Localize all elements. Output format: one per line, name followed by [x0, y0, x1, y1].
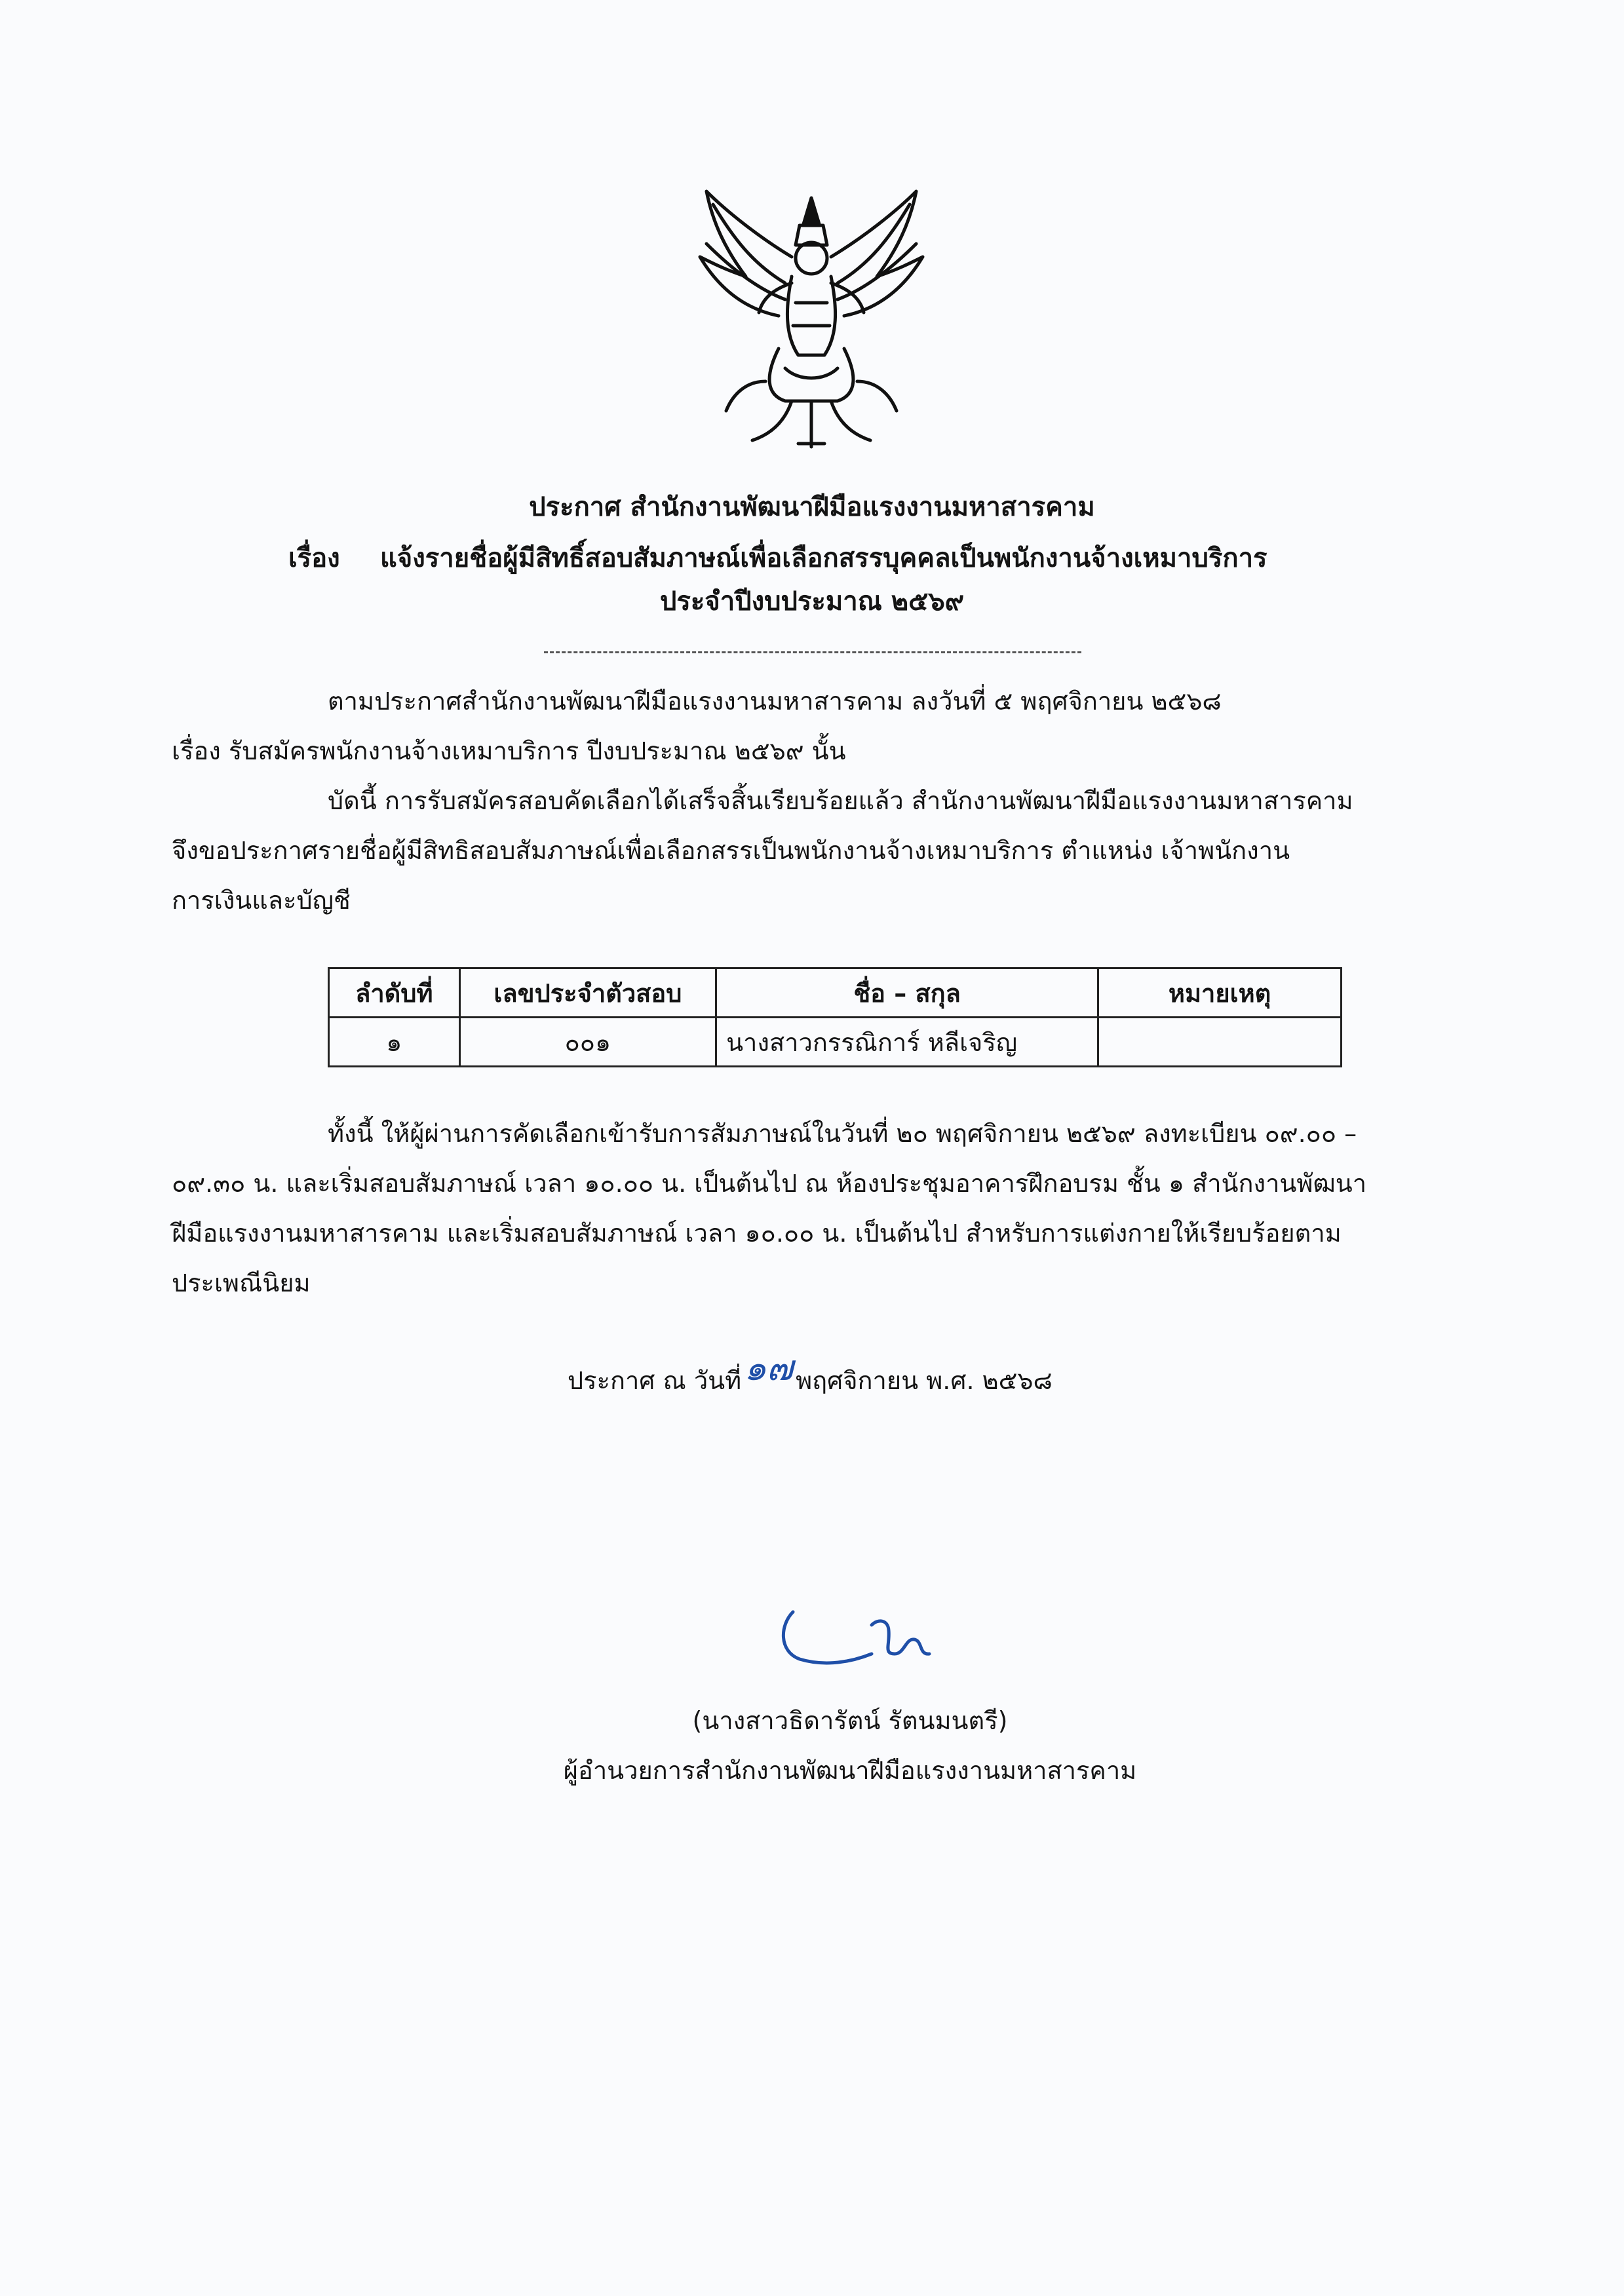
- column-header-name: ชื่อ – สกุล: [716, 968, 1098, 1018]
- cell-order: ๑: [329, 1018, 460, 1067]
- paragraph-3-line-1: ทั้งนี้ ให้ผู้ผ่านการคัดเลือกเข้ารับการสัมภาษณ์ในวันที่ ๒๐ พฤศจิกายน ๒๕๖๙ ลงทะเบียน ๐๙.๐๐ –: [328, 1119, 1357, 1148]
- table-header-row: [329, 968, 1342, 1018]
- cell-remark: [1098, 1018, 1342, 1067]
- column-header-exam-id: เลขประจำตัวสอบ: [459, 968, 716, 1018]
- fiscal-year-line: ประจำปีงบประมาณ ๒๕๖๙: [659, 586, 965, 617]
- paragraph-3-line-3: ฝีมือแรงงานมหาสารคาม และเริ่มสอบสัมภาษณ์ เวลา ๑๐.๐๐ น. เป็นต้นไป สำหรับการแต่งกายให้เรียบร้อยตาม: [172, 1219, 1342, 1248]
- column-header-order: ลำดับที่: [329, 968, 460, 1018]
- signature-mark-icon: [773, 1599, 944, 1671]
- subject-label: เรื่อง: [288, 543, 340, 573]
- table-row: [329, 1018, 1342, 1067]
- signer-name: (นางสาวธิดารัตน์ รัตนมนตรี): [692, 1706, 1008, 1735]
- paragraph-3-line-2: ๐๙.๓๐ น. และเริ่มสอบสัมภาษณ์ เวลา ๑๐.๐๐ น. เป็นต้นไป ณ ห้องประชุมอาคารฝึกอบรม ชั้น ๑ สำนักงานพัฒนา: [172, 1169, 1367, 1198]
- announcement-subject: [288, 543, 1402, 574]
- paragraph-1-line-1: ตามประกาศสำนักงานพัฒนาฝีมือแรงงานมหาสารคาม ลงวันที่ ๕ พฤศจิกายน ๒๕๖๘: [328, 687, 1222, 716]
- subject-text: แจ้งรายชื่อผู้มีสิทธิ์สอบสัมภาษณ์เพื่อเลือกสรรบุคคลเป็นพนักงานจ้างเหมาบริการ: [380, 543, 1267, 573]
- paragraph-2-line-1: บัดนี้ การรับสมัครสอบคัดเลือกได้เสร็จสิ้นเรียบร้อยแล้ว สำนักงานพัฒนาฝีมือแรงงานมหาสารคาม: [328, 786, 1353, 815]
- paragraph-3-line-4: ประเพณีนิยม: [172, 1269, 311, 1297]
- candidate-table: [328, 967, 1342, 1067]
- paragraph-2-line-3: การเงินและบัญชี: [172, 886, 351, 915]
- announcement-title: ประกาศ สำนักงานพัฒนาฝีมือแรงงานมหาสารคาม: [529, 492, 1095, 522]
- signer-title: ผู้อำนวยการสำนักงานพัฒนาฝีมือแรงงานมหาสารคาม: [563, 1756, 1137, 1785]
- paragraph-2-line-2: จึงขอประกาศรายชื่อผู้มีสิทธิสอบสัมภาษณ์เพื่อเลือกสรรเป็นพนักงานจ้างเหมาบริการ ตำแหน่ง เจ้าพนักงาน: [172, 836, 1290, 865]
- header-divider: [544, 651, 1081, 653]
- column-header-remark: หมายเหตุ: [1098, 968, 1342, 1018]
- cell-exam-id: ๐๐๑: [459, 1018, 716, 1067]
- date-suffix: พฤศจิกายน พ.ศ. ๒๕๖๘: [796, 1366, 1053, 1395]
- cell-name: นางสาวกรรณิการ์ หลีเจริญ: [716, 1018, 1098, 1067]
- announcement-date: [568, 1347, 1053, 1399]
- date-prefix: ประกาศ ณ วันที่: [568, 1366, 742, 1395]
- garuda-emblem-icon: [687, 185, 936, 460]
- paragraph-1-line-2: เรื่อง รับสมัครพนักงานจ้างเหมาบริการ ปีงบประมาณ ๒๕๖๙ นั้น: [172, 737, 846, 765]
- date-day-handwritten: ๑๗: [744, 1347, 794, 1388]
